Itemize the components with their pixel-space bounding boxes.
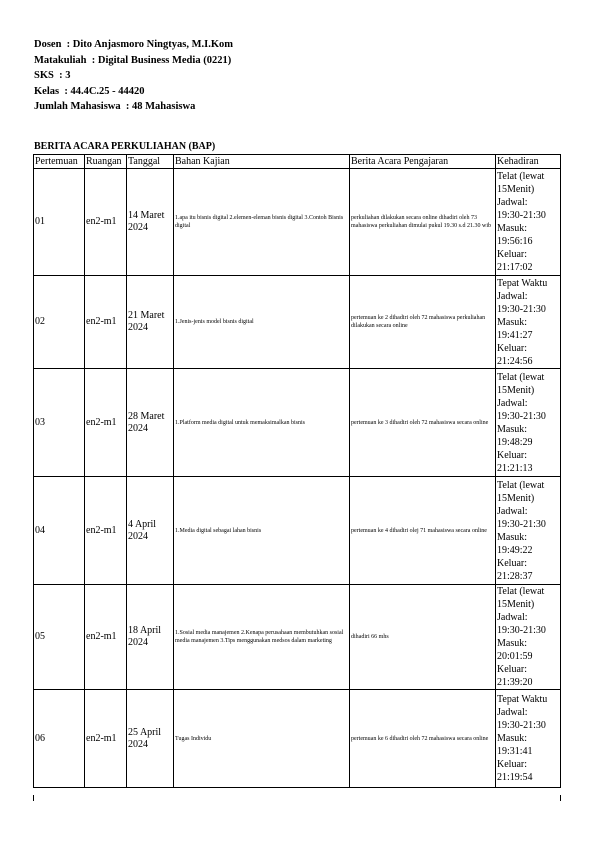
- kehadiran-line: Masuk:: [497, 733, 527, 744]
- dosen-line: Dosen : Dito Anjasmoro Ningtyas, M.I.Kom: [34, 39, 234, 50]
- kehadiran-line: Keluar:: [497, 759, 527, 770]
- kehadiran-line: 20:01:59: [497, 651, 533, 662]
- table-row: [34, 169, 561, 276]
- jumlah-mahasiswa-line: Jumlah Mahasiswa : 48 Mahasiswa: [34, 101, 196, 112]
- cell-berita-acara: pertemuan ke 2 dihadiri oleh 72 mahasiswa perkuliahan dilakukan secara online: [350, 276, 496, 369]
- kehadiran-line: Telat (lewat 15Menit): [497, 586, 545, 610]
- kehadiran-line: 19:41:27: [497, 329, 533, 341]
- kehadiran-line: 21:21:13: [497, 462, 533, 474]
- cell-berita-acara: dihadiri 66 mhs: [350, 585, 496, 690]
- kehadiran-line: 19:48:29: [497, 436, 533, 448]
- cell-kehadiran: [496, 585, 561, 690]
- kehadiran-line: Keluar:: [497, 557, 527, 569]
- kehadiran-line: 19:30-21:30: [497, 410, 546, 422]
- kehadiran-line: Telat (lewat 15Menit): [497, 171, 545, 195]
- kehadiran-line: 21:19:54: [497, 772, 533, 783]
- kelas-line: Kelas : 44.4C.25 - 44420: [34, 85, 145, 97]
- kehadiran-line: Telat (lewat 15Menit): [497, 371, 545, 396]
- kehadiran-line: 19:31:41: [497, 746, 533, 757]
- matakuliah-label: Matakuliah: [34, 54, 87, 66]
- col-header-berita-acara: Berita Acara Pengajaran: [350, 155, 496, 169]
- cell-berita-acara: pertemuan ke 3 dihadiri oleh 72 mahasiswa secara online: [350, 369, 496, 477]
- kehadiran-line: Keluar:: [497, 342, 527, 354]
- kelas-label: Kelas: [34, 85, 60, 97]
- kehadiran-line: Keluar:: [497, 664, 527, 675]
- cell-ruangan: en2-m1: [85, 690, 127, 788]
- cell-bahan-kajian: 1.apa itu bisnis digital 2.elemen-eleman bisnis digital 3.Contoh Bisnis digital: [174, 169, 350, 276]
- kehadiran-line: 19:49:22: [497, 544, 533, 556]
- cell-ruangan: en2-m1: [85, 369, 127, 477]
- kehadiran-line: Keluar:: [497, 449, 527, 461]
- kehadiran-line: Masuk:: [497, 531, 527, 543]
- cell-tanggal: 21 Maret 2024: [127, 276, 174, 369]
- dosen-value: Dito Anjasmoro Ningtyas, M.I.Kom: [72, 39, 234, 50]
- cell-tanggal: 28 Maret 2024: [127, 369, 174, 477]
- cell-tanggal: 25 April 2024: [127, 690, 174, 788]
- kehadiran-line: Jadwal:: [497, 707, 528, 718]
- cell-pertemuan: 02: [34, 276, 85, 369]
- kehadiran-line: Tepat Waktu: [497, 694, 548, 705]
- col-header-ruangan: Ruangan: [85, 155, 127, 169]
- kehadiran-line: Telat (lewat 15Menit): [497, 479, 545, 504]
- col-header-kehadiran: Kehadiran: [496, 155, 561, 169]
- kehadiran-line: 21:28:37: [497, 570, 533, 582]
- cell-ruangan: en2-m1: [85, 276, 127, 369]
- jumlah-value: 48 Mahasiswa: [132, 101, 196, 112]
- cell-kehadiran: [496, 276, 561, 369]
- col-header-pertemuan: Pertemuan: [34, 155, 85, 169]
- table-continuation-right: [560, 795, 561, 801]
- jumlah-label: Jumlah Mahasiswa: [34, 101, 121, 112]
- table-continuation-left: [33, 795, 34, 801]
- cell-ruangan: en2-m1: [85, 585, 127, 690]
- cell-tanggal: 18 April 2024: [127, 585, 174, 690]
- table-row: [34, 585, 561, 690]
- kehadiran-line: Masuk:: [497, 316, 527, 328]
- sks-value: 3: [65, 70, 71, 81]
- kehadiran-line: Keluar:: [497, 249, 527, 260]
- cell-kehadiran: [496, 477, 561, 585]
- kehadiran-line: Jadwal:: [497, 290, 528, 302]
- bap-title: BERITA ACARA PERKULIAHAN (BAP): [34, 141, 216, 152]
- cell-bahan-kajian: 1.Platform media digital untuk memaksimalkan bisnis: [174, 369, 350, 477]
- cell-berita-acara: perkuliahan dilakukan secara online dihadiri oleh 73 mahasiswa perkuliahan dimulai pukul 19.30 s.d 21.30 wib: [350, 169, 496, 276]
- kehadiran-line: 19:56:16: [497, 236, 533, 247]
- table-header-row: [34, 155, 561, 169]
- cell-pertemuan: 01: [34, 169, 85, 276]
- cell-ruangan: en2-m1: [85, 477, 127, 585]
- cell-tanggal: 14 Maret 2024: [127, 169, 174, 276]
- table-row: [34, 369, 561, 477]
- dosen-label: Dosen: [34, 39, 62, 50]
- sks-line: SKS : 3: [34, 70, 71, 81]
- kehadiran-line: Jadwal:: [497, 397, 528, 409]
- cell-pertemuan: 04: [34, 477, 85, 585]
- kehadiran-line: 21:17:02: [497, 262, 533, 273]
- sks-label: SKS: [34, 70, 54, 81]
- col-header-tanggal: Tanggal: [127, 155, 174, 169]
- cell-berita-acara: pertemuan ke 4 dihadiri olej 71 mahasiswa secara online: [350, 477, 496, 585]
- cell-bahan-kajian: 1.Media digital sebagai lahan bisnis: [174, 477, 350, 585]
- col-header-bahan-kajian: Bahan Kajian: [174, 155, 350, 169]
- kehadiran-line: Masuk:: [497, 223, 527, 234]
- bap-table: [33, 154, 561, 788]
- kehadiran-line: Jadwal:: [497, 612, 528, 623]
- kehadiran-line: Jadwal:: [497, 505, 528, 517]
- cell-bahan-kajian: 1.Sosial media manajemen 2.Kenapa perusahaan membutuhkan sosial media manajemen 3.Tips menggunakan medsos dalam marketing: [174, 585, 350, 690]
- kehadiran-line: 21:24:56: [497, 355, 533, 367]
- kelas-value: 44.4C.25 - 44420: [70, 85, 145, 97]
- table-row: [34, 477, 561, 585]
- kehadiran-line: 19:30-21:30: [497, 720, 546, 731]
- kehadiran-line: 19:30-21:30: [497, 303, 546, 315]
- cell-pertemuan: 06: [34, 690, 85, 788]
- kehadiran-line: 19:30-21:30: [497, 625, 546, 636]
- kehadiran-line: 19:30-21:30: [497, 210, 546, 221]
- kehadiran-line: Jadwal:: [497, 197, 528, 208]
- cell-kehadiran: [496, 369, 561, 477]
- cell-kehadiran: [496, 169, 561, 276]
- matakuliah-value: Digital Business Media (0221): [97, 54, 232, 66]
- cell-pertemuan: 03: [34, 369, 85, 477]
- cell-bahan-kajian: Tugas Individu: [174, 690, 350, 788]
- matakuliah-line: Matakuliah : Digital Business Media (0221): [34, 54, 232, 66]
- kehadiran-line: Masuk:: [497, 638, 527, 649]
- bap-table-body: [34, 169, 561, 788]
- kehadiran-line: Tepat Waktu: [497, 277, 548, 289]
- kehadiran-line: 21:39:20: [497, 677, 533, 688]
- table-row: [34, 276, 561, 369]
- cell-tanggal: 4 April 2024: [127, 477, 174, 585]
- cell-pertemuan: 05: [34, 585, 85, 690]
- course-info-header: [34, 37, 233, 115]
- cell-bahan-kajian: 1.Jenis-jenis model bisnis digital: [174, 276, 350, 369]
- kehadiran-line: 19:30-21:30: [497, 518, 546, 530]
- cell-kehadiran: [496, 690, 561, 788]
- cell-berita-acara: pertemuan ke 6 dihadiri oleh 72 mahasiswa secara online: [350, 690, 496, 788]
- cell-ruangan: en2-m1: [85, 169, 127, 276]
- table-row: [34, 690, 561, 788]
- kehadiran-line: Masuk:: [497, 423, 527, 435]
